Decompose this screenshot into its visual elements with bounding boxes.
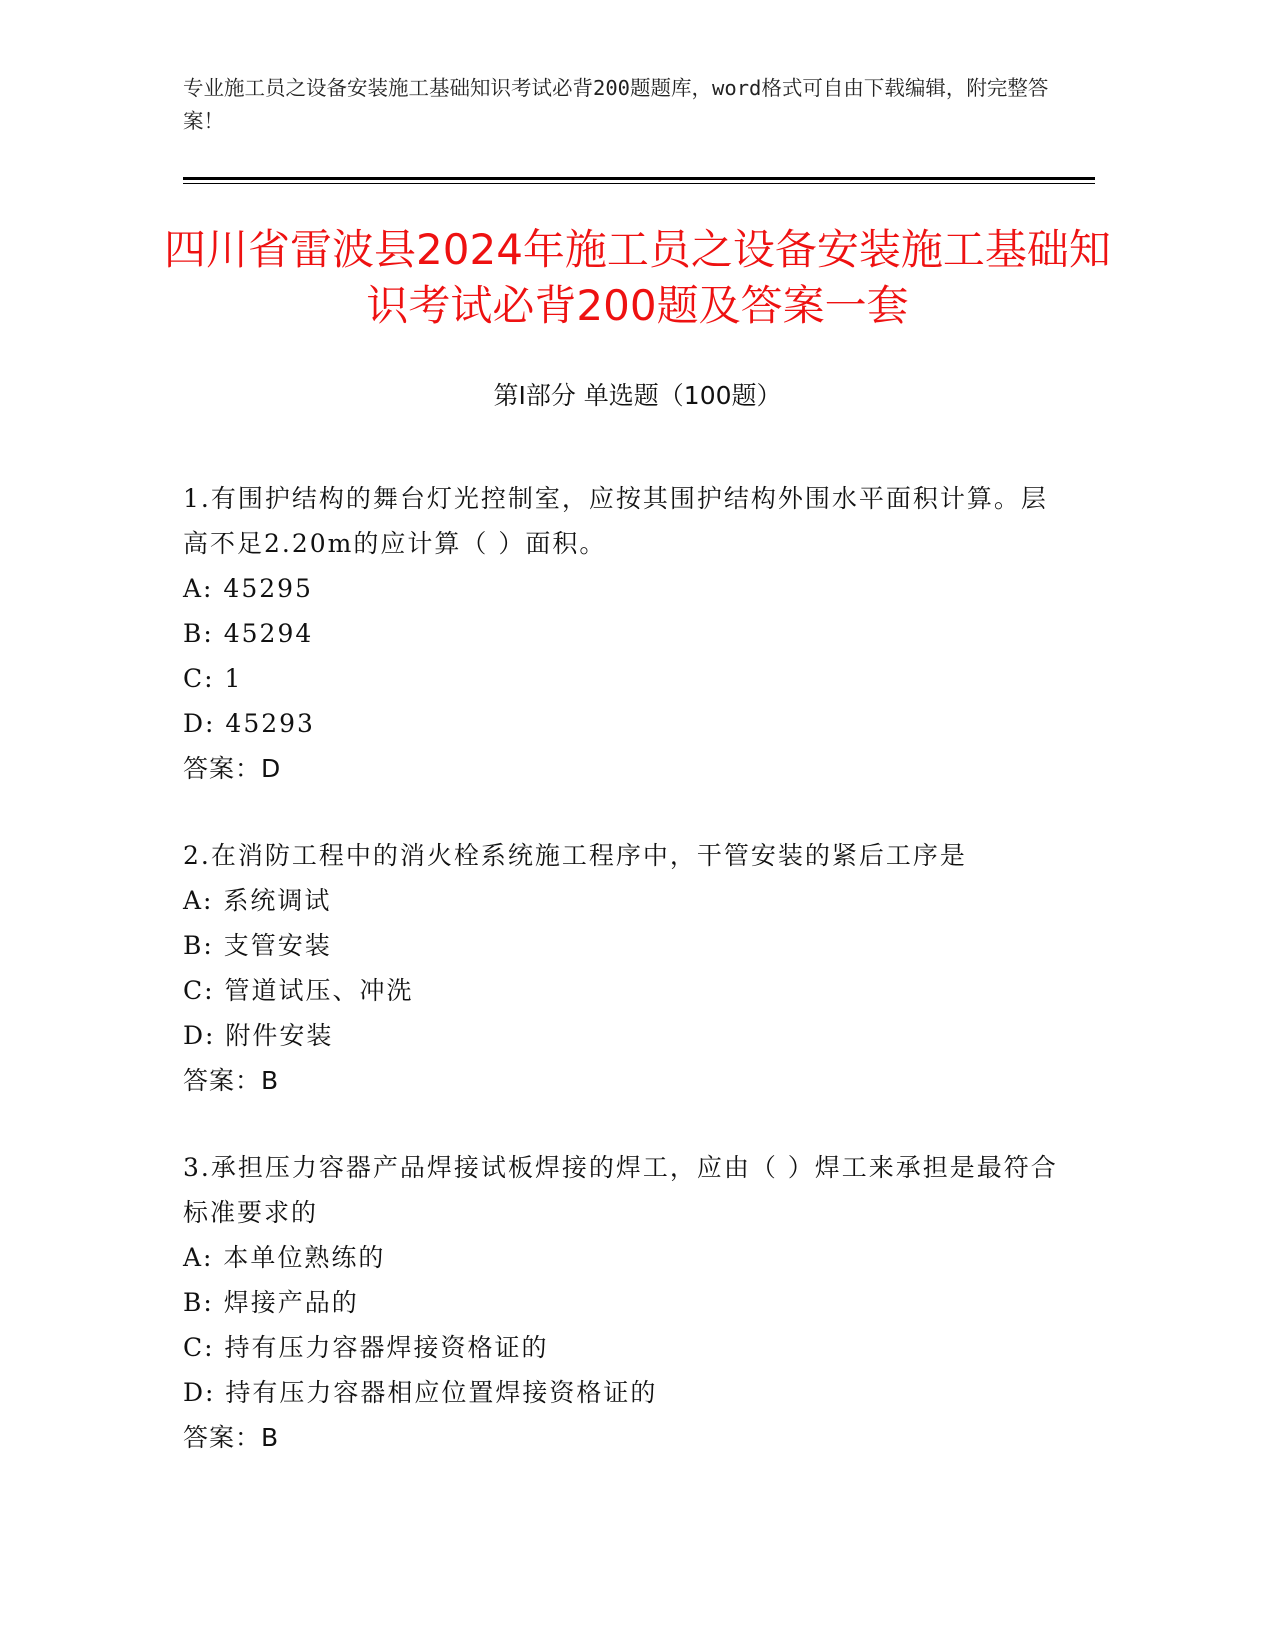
option-d: D: 持有压力容器相应位置焊接资格证的: [183, 1378, 658, 1407]
option-a: A: 45295: [183, 574, 313, 603]
option-c: C: 管道试压、冲洗: [183, 976, 414, 1005]
option-b: B: 焊接产品的: [183, 1288, 359, 1317]
question-1: [183, 476, 1063, 791]
question-stem: 3.承担压力容器产品焊接试板焊接的焊工，应由（ ）焊工来承担是最符合标准要求的: [183, 1153, 1058, 1227]
header-note: 专业施工员之设备安装施工基础知识考试必背200题题库，word格式可自由下载编辑，附完整答案！: [183, 76, 1049, 133]
header-divider-thick: [183, 177, 1095, 180]
answer-line: 答案：D: [183, 754, 282, 783]
option-b: B: 支管安装: [183, 931, 332, 960]
question-list: [183, 476, 1063, 1502]
answer-line: 答案：B: [183, 1423, 280, 1452]
option-d: D: 45293: [183, 709, 315, 738]
question-stem: 1.有围护结构的舞台灯光控制室，应按其围护结构外围水平面积计算。层高不足2.20m的应计算（ ）面积。: [183, 484, 1048, 558]
header-divider-thin: [183, 183, 1095, 184]
document-title: 四川省雷波县2024年施工员之设备安装施工基础知识考试必背200题及答案一套: [164, 225, 1111, 330]
section-title: 第Ⅰ部分 单选题（100题）: [493, 381, 782, 410]
option-b: B: 45294: [183, 619, 314, 648]
option-a: A: 本单位熟练的: [183, 1243, 386, 1272]
option-a: A: 系统调试: [183, 886, 332, 915]
question-stem: 2.在消防工程中的消火栓系统施工程序中，干管安装的紧后工序是: [183, 841, 967, 870]
option-c: C: 持有压力容器焊接资格证的: [183, 1333, 549, 1362]
question-3: [183, 1145, 1063, 1460]
question-2: [183, 833, 1063, 1103]
option-c: C: 1: [183, 664, 243, 693]
option-d: D: 附件安装: [183, 1021, 334, 1050]
answer-line: 答案：B: [183, 1066, 280, 1095]
